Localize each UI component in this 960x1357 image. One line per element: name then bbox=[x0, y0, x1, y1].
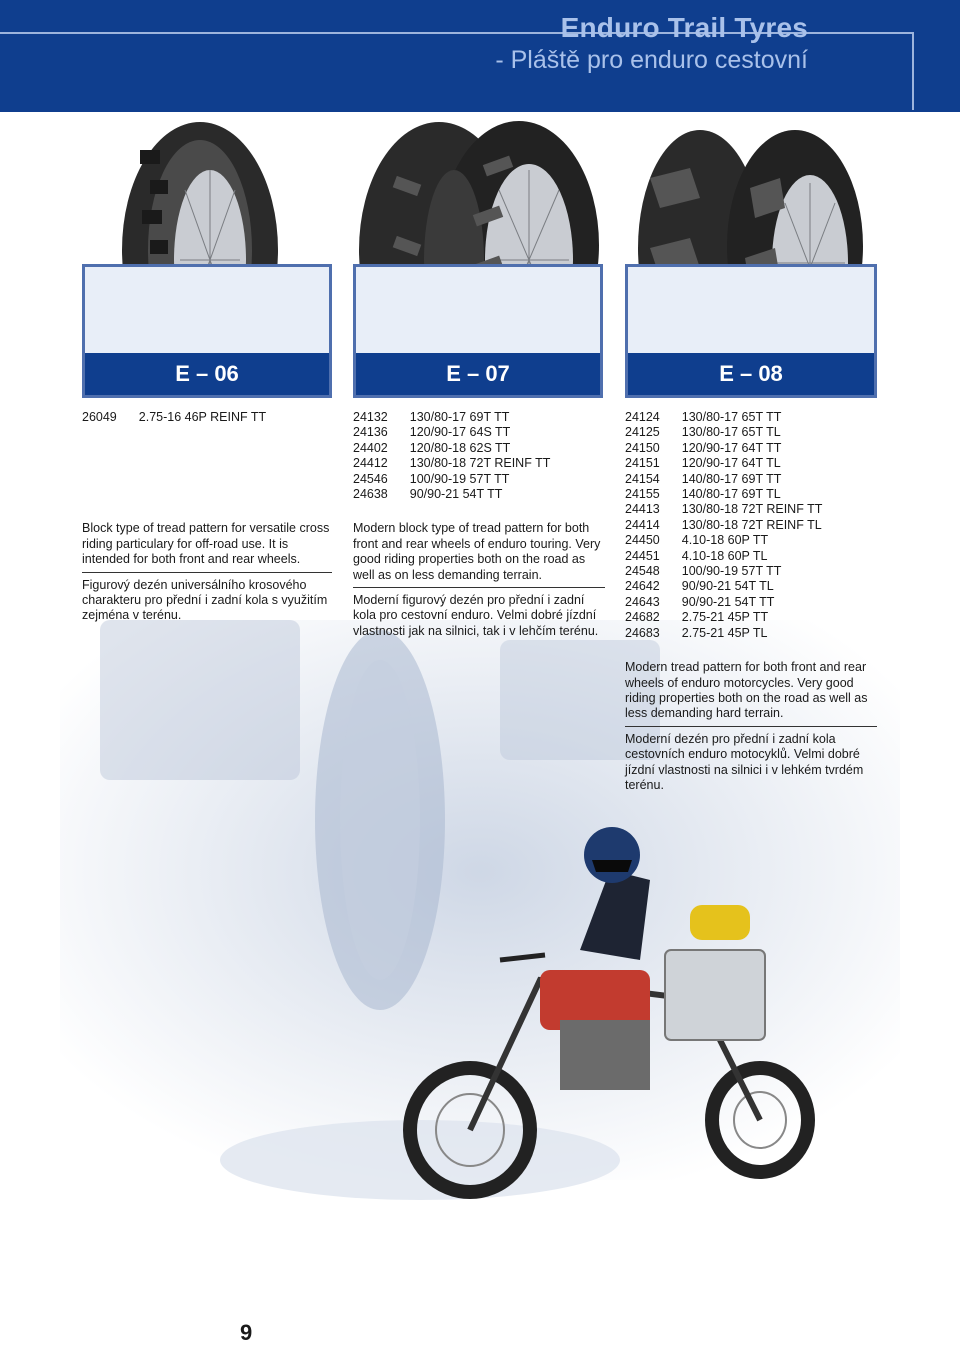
product-label-e07: E – 07 bbox=[356, 353, 600, 395]
product-size: 100/90-19 57T TT bbox=[681, 564, 782, 579]
table-row bbox=[625, 472, 822, 487]
product-panel-e07 bbox=[353, 264, 603, 398]
table-row bbox=[625, 410, 822, 425]
table-row bbox=[353, 487, 550, 502]
product-code: 24151 bbox=[625, 456, 660, 471]
product-size: 90/90-21 54T TT bbox=[681, 594, 775, 609]
product-size: 90/90-21 54T TL bbox=[681, 579, 774, 594]
product-size: 130/80-18 72T REINF TT bbox=[409, 456, 551, 471]
product-size: 2.75-16 46P REINF TT bbox=[138, 410, 267, 424]
product-panel-e08 bbox=[625, 264, 877, 398]
product-size: 130/80-17 65T TT bbox=[681, 410, 782, 424]
product-size: 4.10-18 60P TT bbox=[681, 533, 769, 548]
page-header bbox=[0, 0, 960, 112]
product-label-e08: E – 08 bbox=[628, 353, 874, 395]
product-size: 90/90-21 54T TT bbox=[409, 487, 503, 502]
product-size: 2.75-21 45P TT bbox=[681, 610, 769, 625]
product-size: 100/90-19 57T TT bbox=[409, 471, 510, 486]
column-e08 bbox=[625, 410, 877, 793]
page-number: 9 bbox=[240, 1320, 253, 1345]
table-row bbox=[353, 410, 550, 425]
table-row bbox=[625, 518, 822, 533]
column-e07 bbox=[353, 410, 605, 639]
table-row bbox=[625, 425, 822, 440]
table-row bbox=[625, 487, 822, 502]
description-cz: Figurový dezén universálního krosového charakteru pro přední i zadní kola s využitím zejména v terénu. bbox=[82, 577, 328, 623]
description-en: Modern tread pattern for both front and rear wheels of enduro motorcycles. Very good riding properties both on the road as well as less demanding hard terrain. bbox=[625, 660, 868, 721]
table-row bbox=[625, 456, 822, 471]
product-size: 2.75-21 45P TL bbox=[681, 625, 768, 640]
description-cz: Moderní figurový dezén pro přední i zadní kola pro cestovní enduro. Velmi dobré jízdní vlastnosti jak na silnici, tak i v lehčím terénu. bbox=[353, 593, 599, 638]
product-size: 140/80-17 69T TT bbox=[681, 471, 782, 486]
product-code: 24125 bbox=[625, 425, 660, 440]
product-size: 130/80-18 72T REINF TL bbox=[681, 517, 822, 532]
product-code: 24451 bbox=[625, 548, 660, 563]
table-row bbox=[353, 472, 550, 487]
product-size: 130/80-17 65T TL bbox=[681, 425, 781, 440]
size-table-e07 bbox=[353, 410, 550, 502]
product-code: 24413 bbox=[625, 502, 660, 517]
product-size: 130/80-17 69T TT bbox=[409, 410, 510, 424]
table-row bbox=[625, 549, 822, 564]
divider bbox=[353, 587, 605, 588]
product-code: 24132 bbox=[353, 410, 388, 424]
product-code: 24642 bbox=[625, 579, 660, 594]
product-code: 24683 bbox=[625, 625, 660, 640]
page-subtitle: - Pláště pro enduro cestovní bbox=[495, 46, 808, 74]
table-row bbox=[353, 456, 550, 471]
size-table-e08 bbox=[625, 410, 822, 641]
product-size: 120/90-17 64T TT bbox=[681, 440, 782, 455]
product-size: 120/90-17 64T TL bbox=[681, 456, 781, 471]
product-code: 24136 bbox=[353, 425, 388, 440]
table-row bbox=[625, 533, 822, 548]
table-row bbox=[82, 410, 266, 425]
product-code: 24150 bbox=[625, 440, 660, 455]
product-label-e06: E – 06 bbox=[85, 353, 329, 395]
table-row bbox=[625, 610, 822, 625]
table-row bbox=[353, 441, 550, 456]
product-code: 24546 bbox=[353, 471, 388, 486]
product-size: 130/80-18 72T REINF TT bbox=[681, 502, 823, 517]
product-panel-e06 bbox=[82, 264, 332, 398]
product-code: 24402 bbox=[353, 440, 388, 455]
divider bbox=[625, 726, 877, 727]
column-e06 bbox=[82, 410, 332, 624]
product-code: 24154 bbox=[625, 471, 660, 486]
product-code: 24155 bbox=[625, 487, 660, 502]
page-title: Enduro Trail Tyres bbox=[560, 12, 808, 43]
product-size: 4.10-18 60P TL bbox=[681, 548, 768, 563]
product-code: 24414 bbox=[625, 517, 660, 532]
product-size: 120/80-18 62S TT bbox=[409, 440, 511, 455]
table-row bbox=[625, 441, 822, 456]
product-code: 24682 bbox=[625, 610, 660, 625]
product-code: 24124 bbox=[625, 410, 660, 424]
product-size: 140/80-17 69T TL bbox=[681, 487, 781, 502]
description-en: Modern block type of tread pattern for both front and rear wheels of enduro touring. Very good riding properties both on the road as well as on less demanding terrain. bbox=[353, 521, 601, 582]
table-row bbox=[625, 579, 822, 594]
table-row bbox=[625, 595, 822, 610]
table-row bbox=[625, 502, 822, 517]
product-code: 26049 bbox=[82, 410, 117, 424]
product-code: 24548 bbox=[625, 564, 660, 579]
divider bbox=[82, 572, 332, 573]
product-size: 120/90-17 64S TT bbox=[409, 425, 511, 440]
product-code: 24412 bbox=[353, 456, 388, 471]
product-code: 24450 bbox=[625, 533, 660, 548]
table-row bbox=[353, 425, 550, 440]
description-cz: Moderní dezén pro přední i zadní kola cestovních enduro motocyklů. Velmi dobré jízdní vlastnosti na silnici i v lehkém tvrdém terénu. bbox=[625, 731, 864, 792]
table-row bbox=[625, 564, 822, 579]
product-code: 24638 bbox=[353, 487, 388, 502]
size-table-e06 bbox=[82, 410, 266, 425]
product-code: 24643 bbox=[625, 594, 660, 609]
description-en: Block type of tread pattern for versatile cross riding particulary for off-road use. It is intended for both front and rear wheels. bbox=[82, 521, 330, 567]
table-row bbox=[625, 626, 822, 641]
